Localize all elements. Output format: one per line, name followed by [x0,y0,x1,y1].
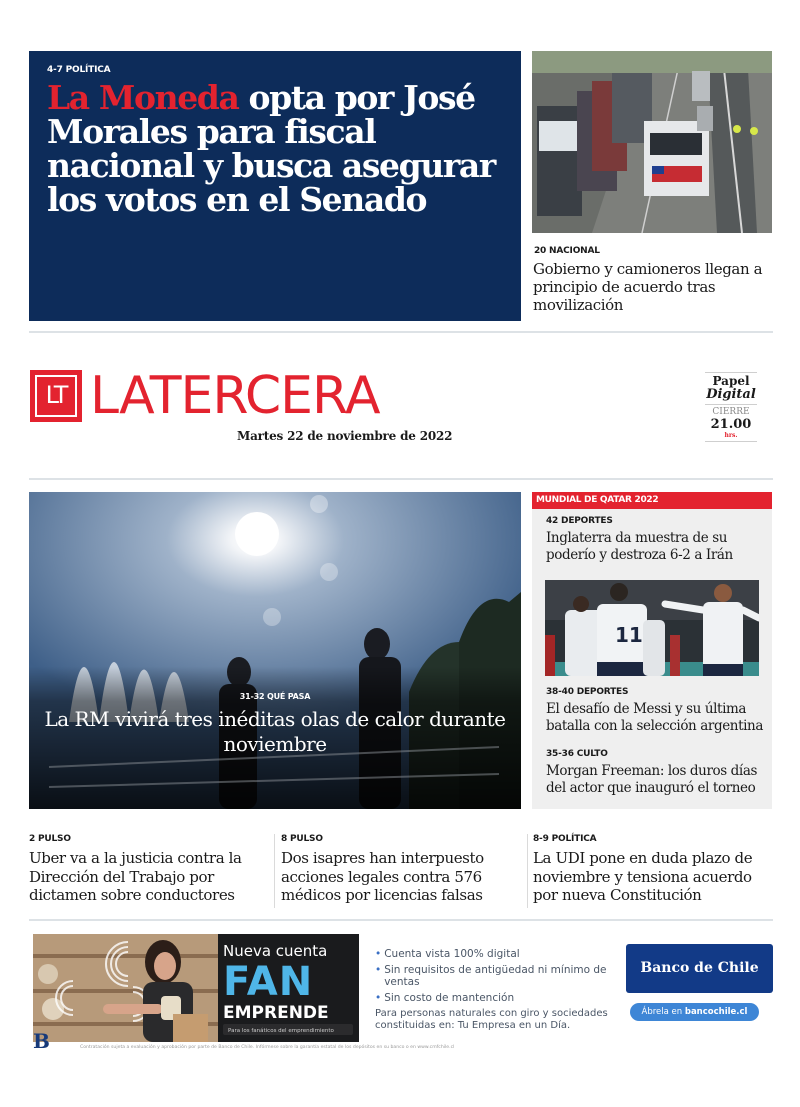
lt-logo-icon: LT [30,370,82,422]
cierre-time: 21.00 [710,417,752,432]
ad-bullet: • Sin requisitos de antigüedad ni mínimo de ventas [375,964,607,988]
ad-bullet: • Cuenta vista 100% digital [375,948,520,960]
ad-benefits [375,948,615,1032]
bullet-icon: • [375,964,382,976]
story-headline[interactable]: Dos isapres han interpuesto acciones legales contra 576 médicos por licencias falsas [281,849,484,904]
heat-photo-illustration [29,492,521,809]
ad-note: Para personas naturales con giro y sociedades constituidas en: Tu Empresa en un Día. [375,1008,608,1031]
mundial-story[interactable] [546,749,768,797]
ad-banner-image[interactable] [33,934,359,1042]
divider [705,404,757,405]
banco-chile-b-logo-icon: B [33,1029,50,1053]
divider [705,372,757,373]
digital-label: Digital [706,387,756,402]
divider [274,834,275,908]
ad-title-small: Nueva cuenta [223,942,328,960]
mundial-story[interactable] [546,516,768,564]
bottom-story[interactable] [533,834,778,905]
ad-photo-illustration [33,934,359,1042]
masthead-logo[interactable] [30,368,380,424]
feature-caption [29,692,521,757]
section-label: MUNDIAL DE QATAR 2022 [532,492,772,509]
feature-kicker: 31-32 QUÉ PASA [239,692,311,701]
divider [29,919,773,921]
story-headline[interactable]: Inglaterra da muestra de su poderío y destroza 6-2 a Irán [546,530,733,563]
ad-bullet: • Sin costo de mantención [375,992,515,1004]
papel-label: Papel [712,374,750,388]
story-kicker: 35-36 CULTO [546,749,608,759]
story-kicker: 2 PULSO [29,834,71,844]
story-headline[interactable]: El desafío de Messi y su última batalla con la selección argentina [546,701,763,734]
story-kicker: 42 DEPORTES [546,516,613,526]
papel-digital-badge[interactable] [705,370,757,444]
lead-headline-rest: opta por José Morales para fiscal nacional y busca asegurar los votos en el Senado [47,78,495,219]
ad-title-sub: EMPRENDE [223,1003,329,1023]
open-account-link[interactable]: Ábrela en bancochile.cl [630,1003,759,1021]
story-headline[interactable]: Uber va a la justicia contra la Dirección del Trabajo por dictamen sobre conductores [29,849,242,904]
story-kicker: 38-40 DEPORTES [546,687,629,697]
ad-tagline: Para los fanáticos del emprendimiento [228,1028,334,1034]
top-right-headline[interactable]: Gobierno y camioneros llegan a principio de acuerdo tras movilización [533,260,763,314]
england-photo-illustration [545,580,759,676]
banco-de-chile-logo[interactable]: Banco de Chile [626,944,773,993]
brand-name: LATERCERA [90,366,380,426]
feature-headline[interactable]: La RM vivirá tres inéditas olas de calor durante noviembre [44,707,506,756]
trucks-protest-photo[interactable] [532,51,772,233]
svg-text:11: 11 [615,623,643,647]
lead-headline-highlight: La Moneda [47,78,239,117]
heat-wave-feature[interactable] [29,492,521,809]
cierre-unit: hrs. [724,432,738,439]
trucks-photo-illustration [532,51,772,233]
ad-title-big: FAN [223,959,314,1005]
divider [29,331,773,333]
mundial-section [532,492,772,809]
story-kicker: 8 PULSO [281,834,323,844]
divider [527,834,528,908]
story-kicker: 8-9 POLÍTICA [533,834,597,844]
lead-kicker: 4-7 POLÍTICA [47,65,111,75]
cierre-label: CIERRE [712,407,750,417]
divider [705,441,757,442]
england-celebration-photo[interactable] [545,580,759,676]
bullet-icon: • [375,948,382,960]
ad-disclaimer: Contratación sujeta a evaluación y aprobación por parte de Banco de Chile. Infórmese sobre la garantía estatal de los depósitos en su banco o en www.cmfchile.cl [80,1045,455,1050]
story-headline[interactable]: La UDI pone en duda plazo de noviembre y tensiona acuerdo por nueva Constitución [533,849,753,904]
mundial-story[interactable] [546,687,768,735]
edition-date: Martes 22 de noviembre de 2022 [237,429,453,443]
lead-story[interactable] [29,51,521,321]
story-headline[interactable]: Morgan Freeman: los duros días del actor que inauguró el torneo [546,763,758,796]
lead-headline[interactable] [47,78,503,219]
top-right-kicker: 20 NACIONAL [534,246,600,256]
divider [29,478,773,480]
bullet-icon: • [375,992,382,1004]
bottom-story[interactable] [281,834,521,905]
bottom-story[interactable] [29,834,269,905]
